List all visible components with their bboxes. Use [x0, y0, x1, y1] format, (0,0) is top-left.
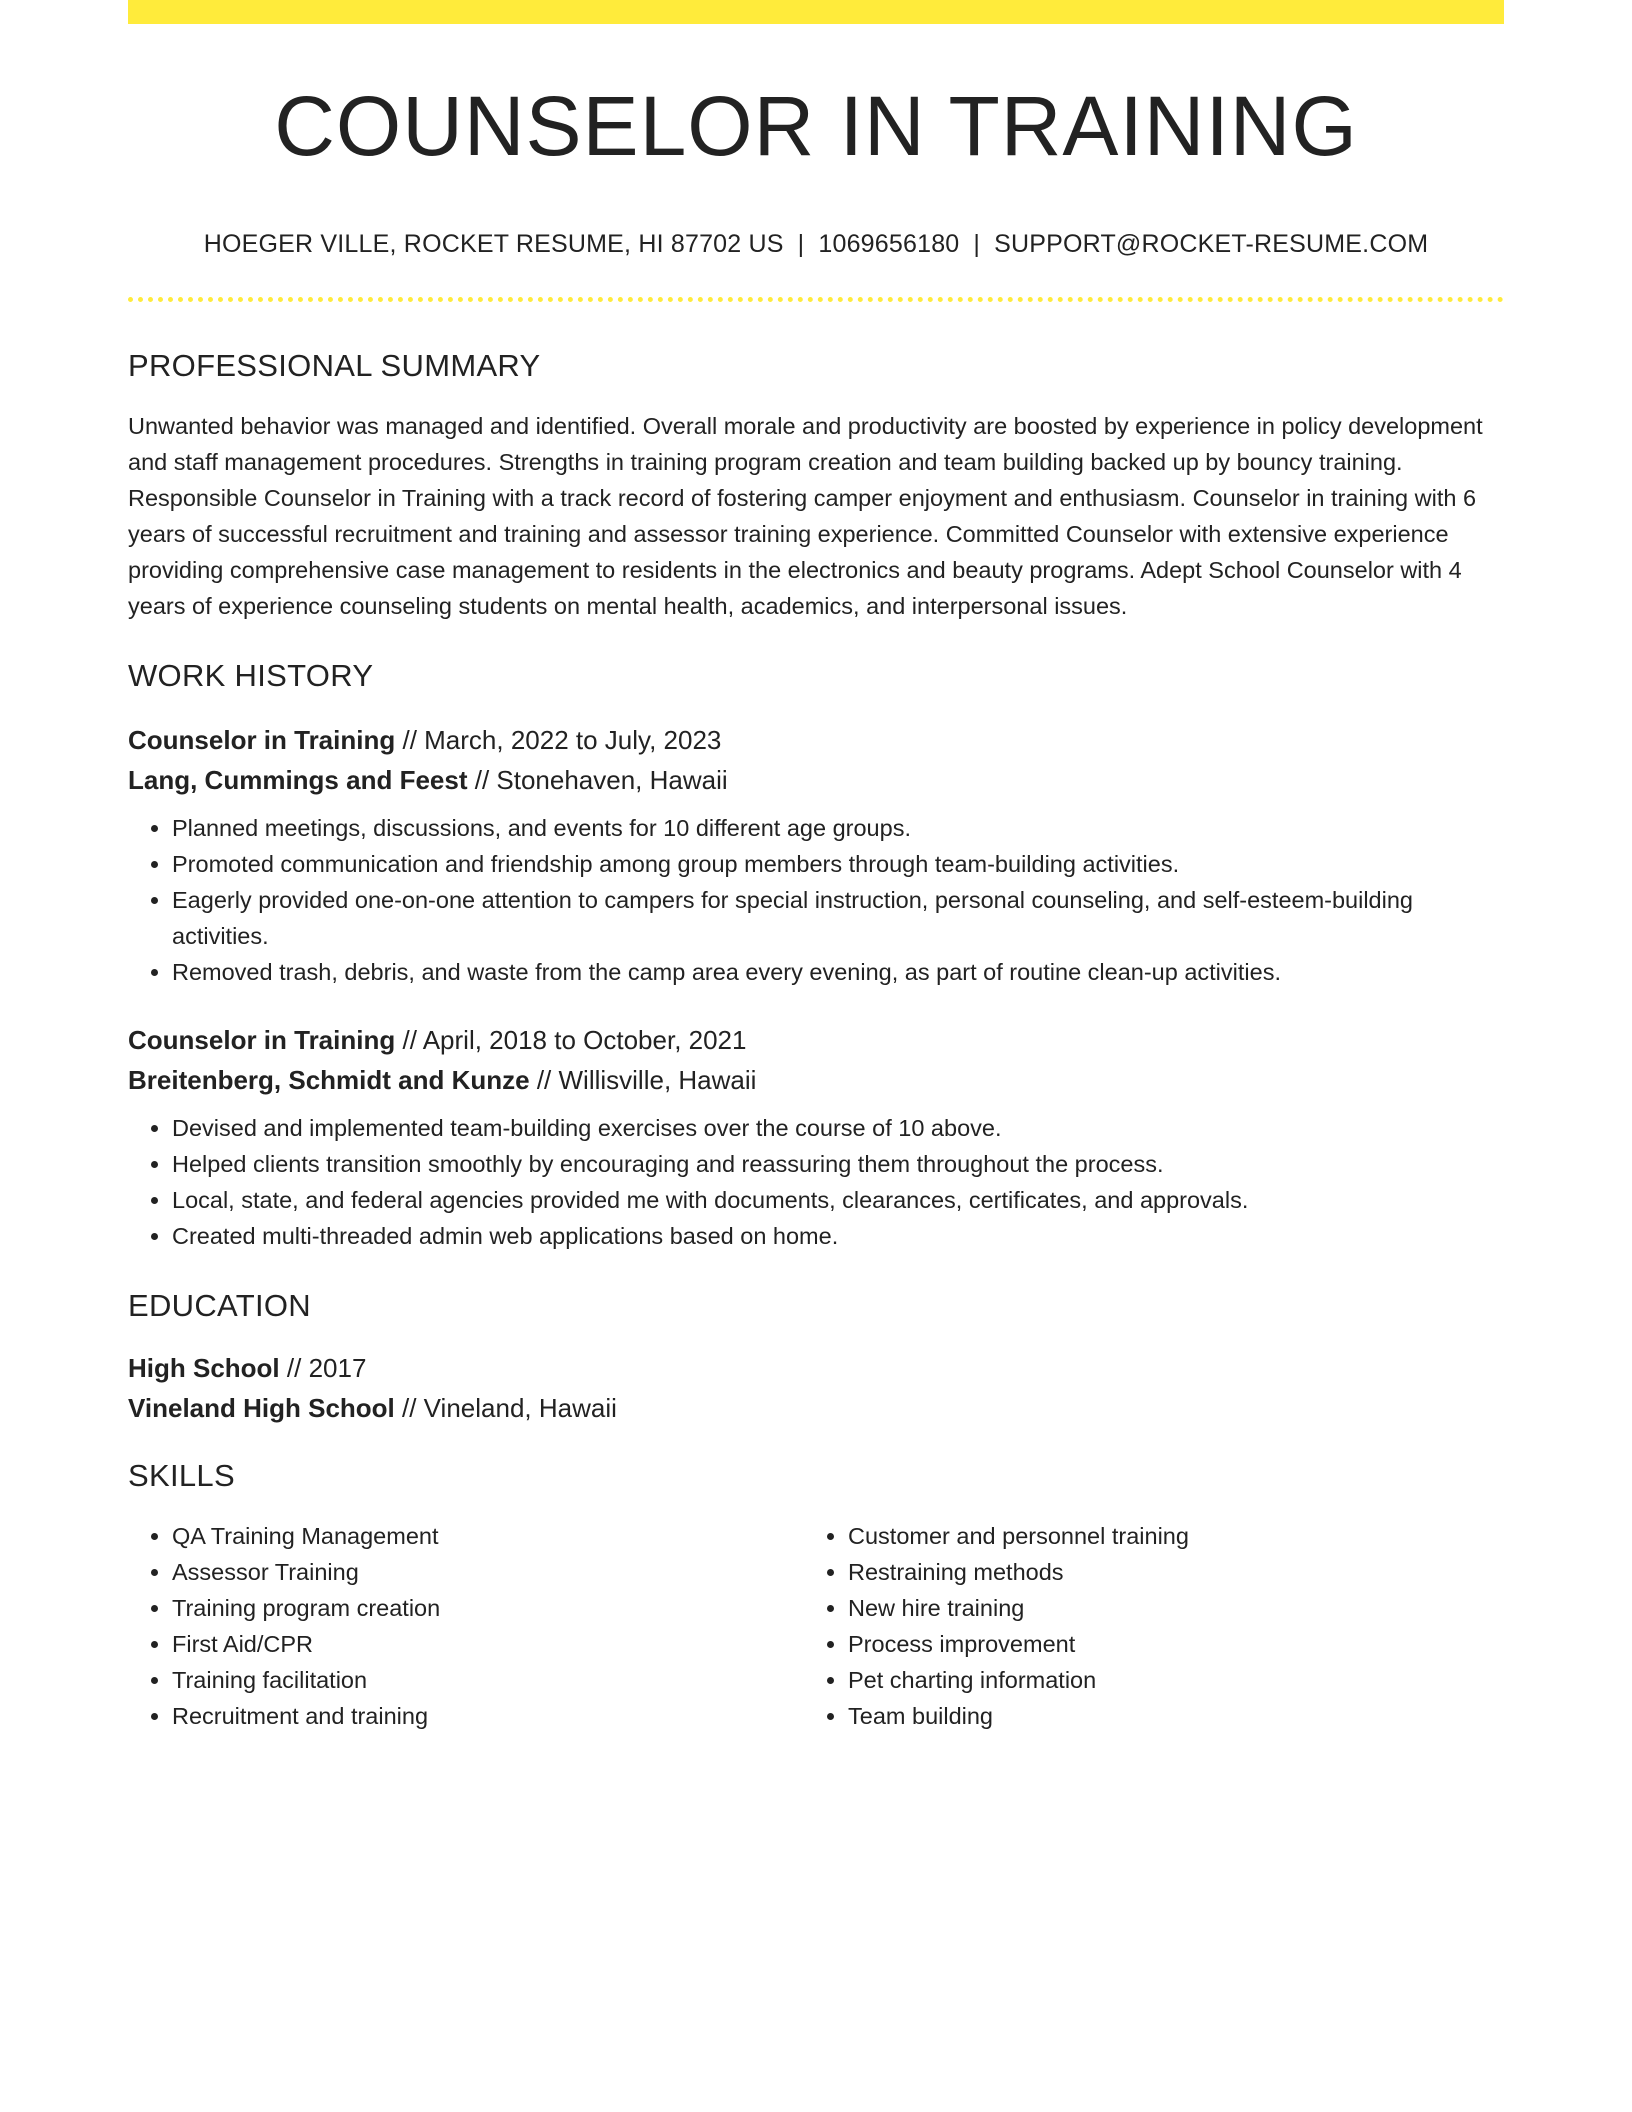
- job-title-line: [128, 720, 1504, 760]
- work-history-heading: WORK HISTORY: [128, 658, 374, 694]
- job-bullets: [128, 1110, 1504, 1254]
- job-bullet: • Helped clients transition smoothly by encouraging and reassuring them throughout the process.: [172, 1146, 1504, 1182]
- top-accent-bar: [128, 0, 1504, 24]
- contact-line: [128, 230, 1504, 259]
- education-heading: EDUCATION: [128, 1288, 311, 1324]
- contact-address: HOEGER VILLE, ROCKET RESUME, HI 87702 US: [203, 230, 784, 259]
- skills-heading: SKILLS: [128, 1458, 235, 1494]
- job-company-line: [128, 1060, 1504, 1100]
- dotted-divider: [128, 297, 1504, 302]
- contact-separator: |: [797, 230, 805, 259]
- skill-item: • Training program creation: [172, 1590, 804, 1626]
- skills-right-column: [804, 1518, 1480, 1734]
- education-school: Vineland High School: [128, 1393, 395, 1424]
- resume-name: COUNSELOR IN TRAINING: [274, 79, 1358, 173]
- skill-item: • First Aid/CPR: [172, 1626, 804, 1662]
- job-position: Counselor in Training: [128, 1025, 396, 1056]
- job-entry: [128, 720, 1504, 990]
- skill-item: • Restraining methods: [848, 1554, 1480, 1590]
- skill-item: • Customer and personnel training: [848, 1518, 1480, 1554]
- skills-columns: [128, 1518, 1504, 1734]
- job-title-line: [128, 1020, 1504, 1060]
- skill-item: • Team building: [848, 1698, 1480, 1734]
- education-location: // Vineland, Hawaii: [394, 1393, 617, 1424]
- contact-email: SUPPORT@ROCKET-RESUME.COM: [994, 230, 1429, 259]
- skill-item: • New hire training: [848, 1590, 1480, 1626]
- job-bullet: • Devised and implemented team-building exercises over the course of 10 above.: [172, 1110, 1504, 1146]
- job-location: // Stonehaven, Hawaii: [467, 765, 728, 796]
- education-degree-line: [128, 1348, 1504, 1388]
- job-location: // Willisville, Hawaii: [529, 1065, 757, 1096]
- job-bullet: • Eagerly provided one-on-one attention to campers for special instruction, personal counseling, and self-esteem-building activities.: [172, 882, 1504, 954]
- resume-page: [128, 0, 1504, 1734]
- job-company: Breitenberg, Schmidt and Kunze: [128, 1065, 530, 1096]
- job-bullet: • Promoted communication and friendship among group members through team-building activities.: [172, 846, 1504, 882]
- summary-text: Unwanted behavior was managed and identified. Overall morale and productivity are boosted by experience in policy development and staff management procedures. Strengths in training program creation and team building backed up by bouncy training. Responsible Counselor in Training with a track record of fostering camper enjoyment and enthusiasm. Counselor in training with 6 years of successful recruitment and training and assessor training experience. Committed Counselor with extensive experience providing comprehensive case management to residents in the electronics and beauty programs. Adept School Counselor with 4 years of experience counseling students on mental health, academics, and interpersonal issues.: [128, 413, 1483, 620]
- job-position: Counselor in Training: [128, 725, 396, 756]
- job-bullet: • Removed trash, debris, and waste from the camp area every evening, as part of routine clean-up activities.: [172, 954, 1504, 990]
- job-bullets: [128, 810, 1504, 990]
- skill-item: • QA Training Management: [172, 1518, 804, 1554]
- job-bullet: • Created multi-threaded admin web applications based on home.: [172, 1218, 1504, 1254]
- job-bullet: • Planned meetings, discussions, and events for 10 different age groups.: [172, 810, 1504, 846]
- job-company: Lang, Cummings and Feest: [128, 765, 468, 796]
- education-degree: High School: [128, 1353, 280, 1384]
- education-year: // 2017: [279, 1353, 367, 1384]
- summary-heading: PROFESSIONAL SUMMARY: [128, 348, 541, 384]
- skills-left-column: [128, 1518, 804, 1734]
- contact-phone: 1069656180: [818, 230, 960, 259]
- skill-item: • Pet charting information: [848, 1662, 1480, 1698]
- job-bullet: • Local, state, and federal agencies provided me with documents, clearances, certificates, and approvals.: [172, 1182, 1504, 1218]
- contact-separator: |: [973, 230, 981, 259]
- skill-item: • Training facilitation: [172, 1662, 804, 1698]
- job-company-line: [128, 760, 1504, 800]
- job-dates: // March, 2022 to July, 2023: [395, 725, 722, 756]
- job-entry: [128, 1020, 1504, 1254]
- skill-item: • Assessor Training: [172, 1554, 804, 1590]
- skill-item: • Process improvement: [848, 1626, 1480, 1662]
- education-school-line: [128, 1388, 1504, 1428]
- job-dates: // April, 2018 to October, 2021: [395, 1025, 747, 1056]
- skill-item: • Recruitment and training: [172, 1698, 804, 1734]
